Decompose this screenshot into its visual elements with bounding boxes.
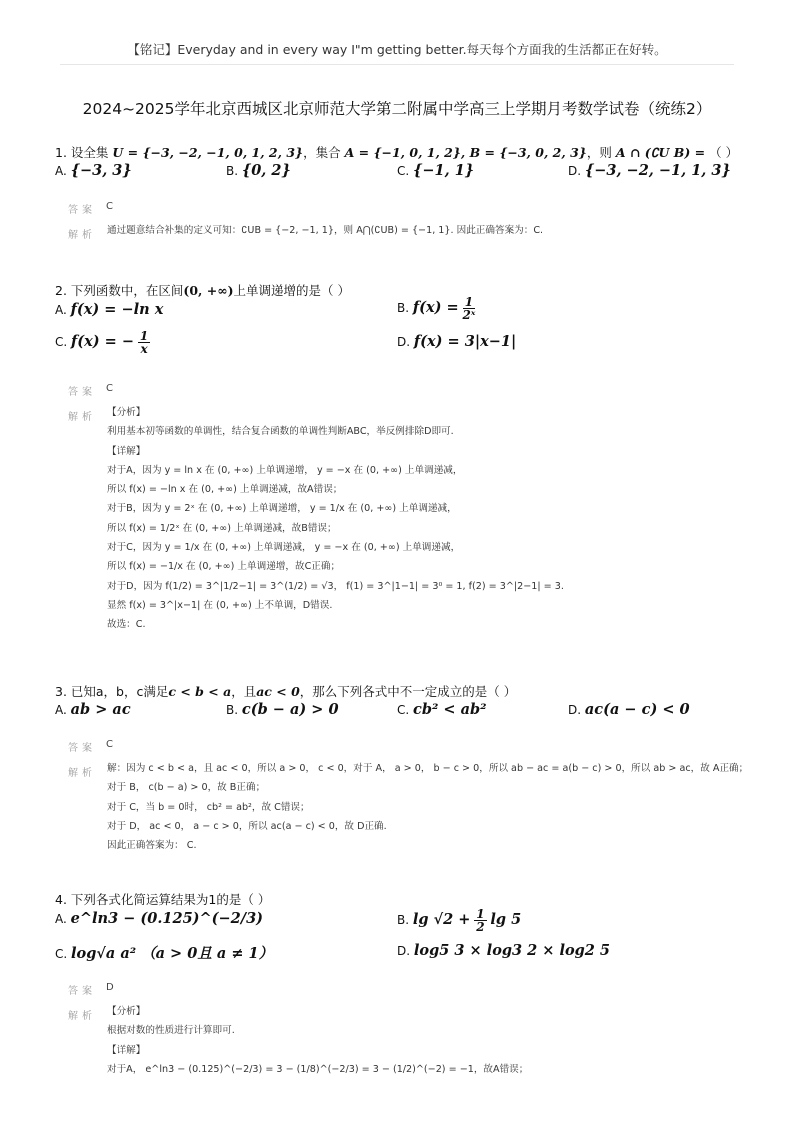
q4-option-b-fraction: $\frac{1}{2}$ — [476, 907, 485, 934]
q1-math-expression: A ∩ (∁U B) = — [615, 145, 706, 160]
q3-explanation: 解：因为 c < b < a，且 ac < 0，所以 a > 0， c < 0，对于 A， a > 0， b − c > 0，所以 ab − ac = a(b − c) > 0，所以 ab > ac，故 A正确； 对于 B， c(b − a) > 0，故 B正确； 对于 C，当 b = 0时， cb² = ab²，故 C错误； 对于 D， ac < 0， a − c > 0，所以 ac(a − c) < 0，故 D正确. 因此正确答案为： C. — [107, 763, 749, 852]
q1-explanation-label: 解析 — [68, 230, 96, 241]
q1-text-c: ，则 — [586, 145, 612, 160]
q1-explanation: 通过题意结合补集的定义可知：∁UB = {−2, −1, 1}，则 A⋂(∁UB) = {−1, 1}. 因此正确答案为：C. — [107, 225, 544, 236]
q1-option-a: A. {−3, 3} — [55, 162, 132, 179]
question-3-stem: 3. 已知a，b，c满足c < b < a，且ac < 0，那么下列各式中不一定成立的是（ ） — [55, 684, 517, 699]
q4-explanation: 【分析】 根据对数的性质进行计算即可. 【详解】 对于A， e^ln3 − (0.125)^(−2/3) = 3 − (1/8)^(−2/3) = 3 − (1/2)^(−2) = −1，故A错误； — [107, 1006, 529, 1075]
header-divider — [60, 64, 734, 65]
q2-option-a: A. f(x) = −ln x — [55, 301, 164, 318]
q1-text-b: ，集合 — [303, 145, 341, 160]
q3-answer-label: 答案 — [68, 743, 96, 754]
exam-title: 2024~2025学年北京西城区北京师范大学第二附属中学高三上学期月考数学试卷（统练2） — [82, 100, 712, 118]
motto-header: 【铭记】Everyday and in every way I"m getting better.每天每个方面我的生活都正在好转。 — [127, 42, 667, 57]
q4-option-d: D. log5 3 × log3 2 × log2 5 — [397, 942, 611, 959]
q4-option-c: C. log√a a² （a > 0且 a ≠ 1） — [55, 945, 274, 962]
q3-option-d: D. ac(a − c) < 0 — [568, 701, 690, 718]
q3-explanation-label: 解析 — [68, 768, 96, 779]
q4-answer: D — [106, 982, 114, 993]
q1-answer: C — [106, 201, 113, 212]
q2-option-b-fraction: $\frac{1}{\text{2ˣ}}$ — [462, 295, 476, 322]
q1-text-d: （ ） — [709, 145, 739, 160]
q2-option-c: C. f(x) = − $\frac{1}{x}$ — [55, 329, 149, 356]
q3-math-inequality: c < b < a — [168, 684, 232, 699]
q1-answer-label: 答案 — [68, 205, 96, 216]
question-1-stem — [55, 143, 738, 161]
q1-math-universal-set: U = {−3, −2, −1, 0, 1, 2, 3} — [112, 145, 304, 160]
q2-option-c-fraction: $\frac{1}{x}$ — [139, 329, 149, 356]
q2-option-b: B. f(x) = $\frac{1}{\text{2ˣ}}$ — [397, 295, 476, 322]
q2-explanation: 【分析】 利用基本初等函数的单调性，结合复合函数的单调性判断ABC，举反例排除D即可. 【详解】 对于A，因为 y = ln x 在 (0, +∞) 上单调递增， y = −x 在 (0, +∞) 上单调递减， 所以 f(x) = −ln x 在 (0, +∞) 上单调递减，故A错误； 对于B，因为 y = 2ˣ 在 (0, +∞) 上单调递增， y = 1/x 在 (0, +∞) 上单调递减， 所以 f(x) = 1/2ˣ 在 (0, +∞) 上单调递减，故B错误； 对于C，因为 y = 1/x 在 (0, +∞) 上单调递减， y = −x 在 (0, +∞) 上单调递减， 所以 f(x) = −1/x 在 (0, +∞) 上单调递增，故C正确； 对于D，因为 f(1/2) = 3^|1/2−1| = 3^(1/2) = √3， f(1) = 3^|1−1| = 3⁰ = 1, f(2) = 3^|2−1| = 3. 显然 f(x) = 3^|x−1| 在 (0, +∞) 上不单调，D错误. 故选：C. — [107, 407, 564, 631]
q3-option-c: C. cb² < ab² — [397, 701, 487, 718]
q4-explanation-label: 解析 — [68, 1011, 96, 1022]
q1-text-a: 1. 设全集 — [55, 145, 109, 160]
question-4-stem: 4. 下列各式化简运算结果为1的是（ ） — [55, 892, 271, 907]
q2-math-interval: (0, +∞) — [183, 283, 234, 298]
q2-answer: C — [106, 383, 113, 394]
q1-option-c: C. {−1, 1} — [397, 162, 475, 179]
q3-option-a: A. ab > ac — [55, 701, 131, 718]
q4-option-a: A. e^ln3 − (0.125)^(−2/3) — [55, 910, 264, 927]
q1-math-sets: A = {−1, 0, 1, 2}, B = {−3, 0, 2, 3} — [344, 145, 587, 160]
q2-answer-label: 答案 — [68, 387, 96, 398]
q4-answer-label: 答案 — [68, 986, 96, 997]
q1-option-b: B. {0, 2} — [226, 162, 291, 179]
question-2-stem: 2. 下列函数中，在区间(0, +∞)上单调递增的是（ ） — [55, 283, 351, 298]
q2-option-d: D. f(x) = 3|x−1| — [397, 333, 517, 350]
q3-option-b: B. c(b − a) > 0 — [226, 701, 339, 718]
q3-math-condition: ac < 0 — [256, 684, 300, 699]
q3-answer: C — [106, 739, 113, 750]
q4-option-b: B. lg √2 + $\frac{1}{2}$ lg 5 — [397, 907, 522, 934]
q2-explanation-label: 解析 — [68, 412, 96, 423]
q1-option-d: D. {−3, −2, −1, 1, 3} — [568, 162, 731, 179]
